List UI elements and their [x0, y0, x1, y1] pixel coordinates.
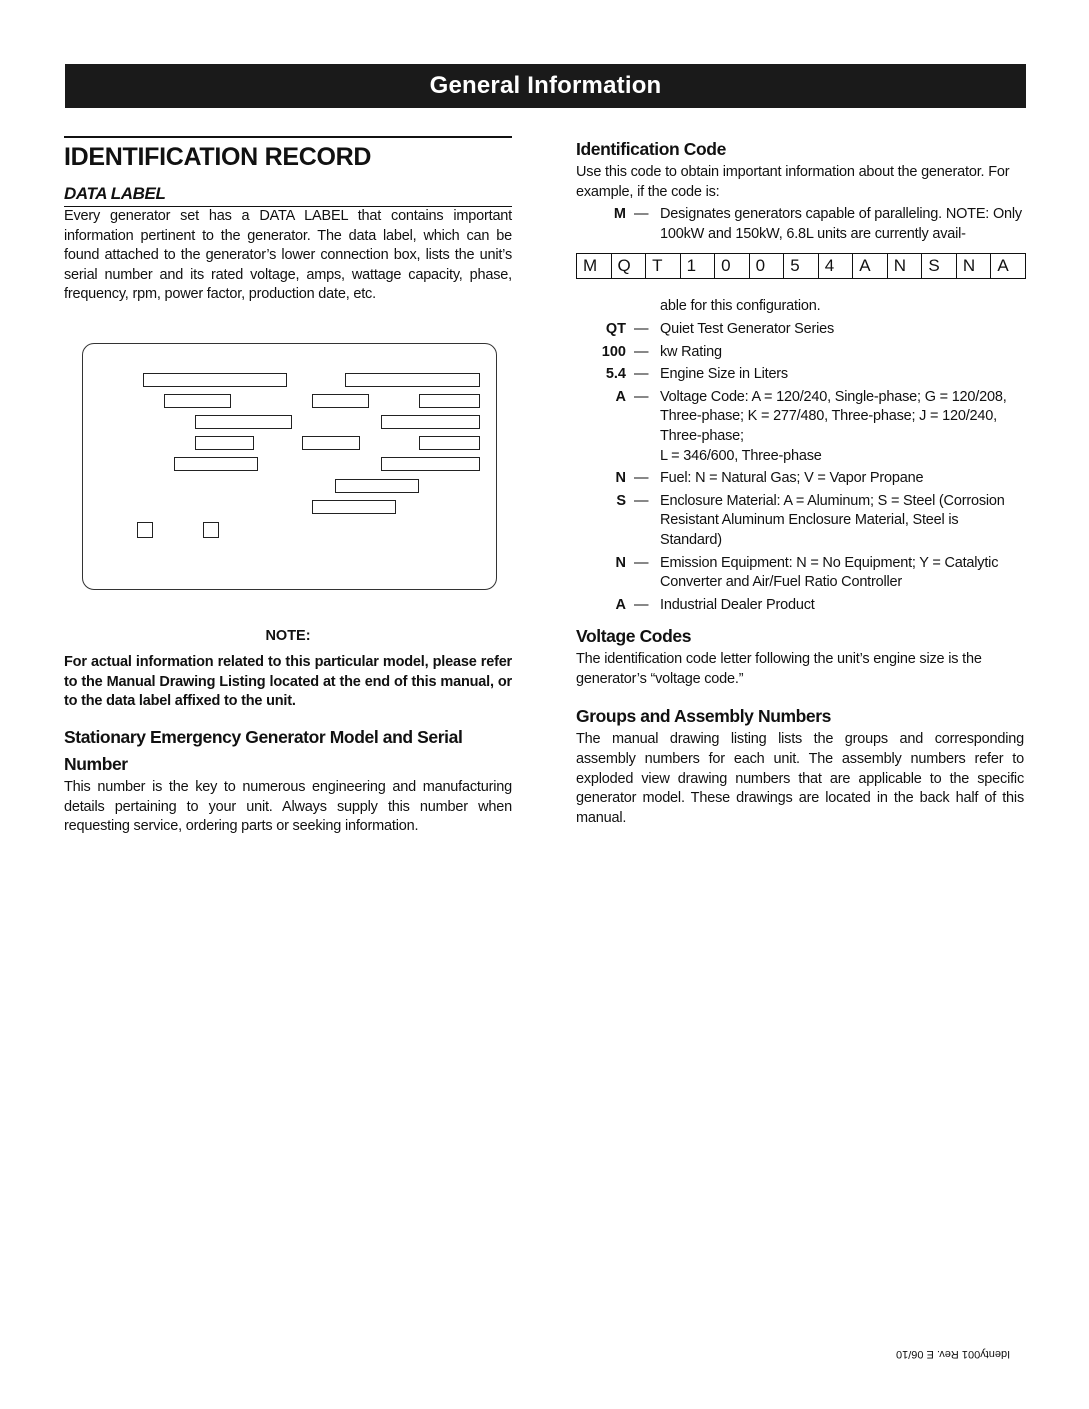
code-entry — [592, 492, 1024, 551]
code-entry — [592, 469, 1024, 489]
code-key: QT — [605, 320, 626, 337]
code-dash: — — [634, 388, 649, 405]
code-description: able for this configuration. — [660, 298, 821, 315]
code-description: Fuel: N = Natural Gas; V = Vapor Propane — [660, 470, 924, 487]
code-description: Enclosure Material: A = Aluminum; S = Steel (Corrosion Resistant Aluminum Enclosure Material, Steel is Standard) — [660, 492, 1005, 548]
label-field — [195, 415, 292, 429]
code-key: N — [615, 470, 626, 487]
data-label-heading: DATA LABEL — [64, 184, 512, 207]
code-cell: N — [957, 254, 992, 278]
code-key: A — [615, 596, 626, 613]
right-column — [576, 136, 1024, 828]
code-cell: S — [922, 254, 957, 278]
identification-code-strip — [576, 253, 1026, 279]
code-entry — [592, 320, 1024, 340]
code-description: Emission Equipment: N = No Equipment; Y = Catalytic Converter and Air/Fuel Ratio Controller — [660, 554, 999, 591]
code-entry — [592, 388, 1024, 466]
voltage-codes-paragraph: The identification code letter following the unit’s engine size is the generator’s “voltage code.” — [576, 651, 982, 687]
code-entry — [592, 596, 1024, 616]
code-key: 100 — [601, 343, 626, 360]
code-key: M — [613, 206, 626, 223]
code-cell: N — [888, 254, 923, 278]
code-entry — [592, 205, 1024, 244]
label-field — [345, 373, 480, 387]
code-description: Engine Size in Liters — [660, 366, 788, 383]
page-title: IDENTIFICATION RECORD — [64, 143, 372, 171]
code-dash: — — [634, 320, 649, 337]
code-description: Industrial Dealer Product — [660, 596, 815, 613]
identification-code-intro: Use this code to obtain important information about the generator. For example, if the code is: — [576, 164, 1010, 200]
label-field — [143, 373, 287, 387]
label-field — [419, 394, 480, 408]
code-cell: 1 — [681, 254, 716, 278]
code-dash: — — [634, 492, 649, 509]
code-entry — [592, 343, 1024, 363]
label-field — [419, 436, 480, 450]
serial-number-heading: Stationary Emergency Generator Model and Serial Number — [64, 727, 463, 774]
voltage-codes-heading: Voltage Codes — [576, 626, 692, 647]
code-cell: 5 — [784, 254, 819, 278]
code-entry-continued — [592, 297, 1024, 317]
label-field — [302, 436, 360, 450]
code-cell: M — [577, 254, 612, 278]
label-field — [312, 394, 369, 408]
code-cell: 0 — [715, 254, 750, 278]
code-dash: — — [634, 470, 649, 487]
section-header-title: General Information — [429, 72, 662, 99]
code-entry — [592, 365, 1024, 385]
code-description — [660, 388, 1024, 466]
label-field — [164, 394, 231, 408]
voltage-code-list: Voltage Code: A = 120/240, Single-phase; G = 120/208, Three-phase; K = 277/480, Three-phase; J = 120/240, Three-phase; — [660, 388, 1007, 444]
code-description: Quiet Test Generator Series — [660, 320, 835, 337]
groups-paragraph: The manual drawing listing lists the groups and corresponding assembly numbers for each unit. The assembly numbers refer to exploded view drawing numbers that are applicable to the specific generator model. These drawings are located in the back half of this manual. — [576, 731, 1024, 826]
data-label-illustration — [82, 343, 497, 590]
code-dash: — — [634, 554, 649, 571]
data-label-paragraph: Every generator set has a DATA LABEL that contains important information pertinent to the generator. The data label, which can be found attached to the generator’s lower connection box, lists the unit’s serial number and its rated voltage, amps, wattage capacity, phase, frequency, rpm, power factor, production date, etc. — [64, 208, 512, 303]
code-dash: — — [634, 206, 649, 223]
label-field — [335, 479, 419, 493]
code-dash: — — [634, 596, 649, 613]
label-field — [174, 457, 258, 471]
code-dash: — — [634, 366, 649, 383]
code-cell: A — [853, 254, 888, 278]
code-cell: Q — [612, 254, 647, 278]
document-code: Identy001 Rev. E 06/10 — [896, 1348, 1011, 1360]
code-cell: T — [646, 254, 681, 278]
note-title: NOTE: — [265, 628, 311, 644]
code-cell: 0 — [750, 254, 785, 278]
label-checkbox — [203, 522, 219, 538]
code-key: S — [616, 492, 626, 509]
serial-number-paragraph: This number is the key to numerous engineering and manufacturing details pertaining to your unit. Always supply this number when requesting service, ordering parts or seeking information. — [64, 779, 512, 835]
code-key: N — [615, 554, 626, 571]
left-column — [64, 136, 512, 305]
groups-heading: Groups and Assembly Numbers — [576, 706, 832, 727]
note-text: For actual information related to this particular model, please refer to the Manual Drawing Listing located at the end of this manual, or to the data label affixed to the unit. — [64, 654, 512, 710]
code-description: Designates generators capable of paralleling. NOTE: Only 100kW and 150kW, 6.8L units are currently avail- — [660, 206, 1022, 242]
title-rule — [64, 136, 512, 138]
voltage-code-list-end: L = 346/600, Three-phase — [660, 447, 822, 464]
code-key: 5.4 — [605, 366, 626, 383]
label-field — [312, 500, 396, 514]
code-entry — [592, 554, 1024, 593]
serial-number-section — [64, 724, 512, 837]
code-cell: 4 — [819, 254, 854, 278]
identification-code-heading: Identification Code — [576, 139, 726, 159]
label-field — [195, 436, 254, 450]
label-checkbox — [137, 522, 153, 538]
section-header — [65, 64, 1026, 108]
code-description: kw Rating — [660, 343, 722, 360]
label-field — [381, 457, 480, 471]
code-dash: — — [634, 343, 649, 360]
label-field — [381, 415, 480, 429]
code-key: A — [615, 388, 626, 405]
code-cell: A — [997, 256, 1009, 276]
